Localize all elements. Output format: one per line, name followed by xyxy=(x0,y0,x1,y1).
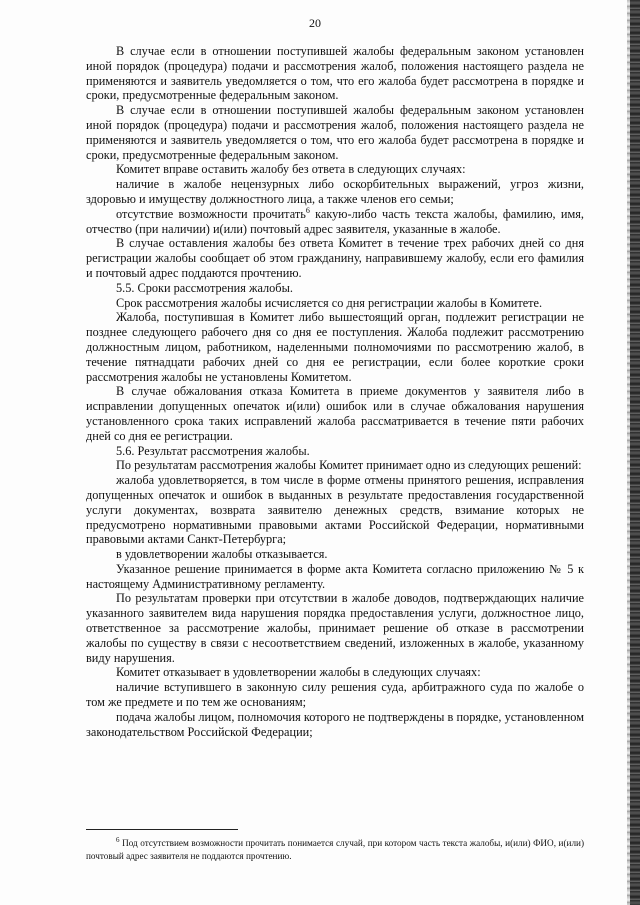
paragraph: Комитет вправе оставить жалобу без ответа в следующих случаях: xyxy=(116,162,466,177)
scan-edge xyxy=(630,0,640,905)
paragraph: В случае обжалования отказа Комитета в приеме документов у заявителя либо в исправлении допущенных опечаток и(или) ошибок или в случае обжалования нарушения установленного срока таких исправлений жалоба рассматривается в течение пяти рабочих дней со дня ее регистрации. xyxy=(86,384,584,443)
paragraph: наличие в жалобе нецензурных либо оскорбительных выражений, угроз жизни, здоровью и имуществу должностного лица, а также членов его семьи; xyxy=(86,177,584,206)
paragraph-text: отсутствие возможности прочитать xyxy=(116,206,306,221)
footnote-ref: 6 xyxy=(305,205,310,215)
paragraph: Жалоба, поступившая в Комитет либо вышестоящий орган, подлежит регистрации не позднее следующего рабочего дня со дня ее поступления. Жалоба подлежит рассмотрению должностным лицом, работником, наделенными полномочиями по рассмотрению жалоб, в течение пятнадцати рабочих дней со дня ее регистрации, если более короткие сроки рассмотрения жалобы не установлены Комитетом. xyxy=(86,310,584,384)
page-number: 20 xyxy=(309,16,321,30)
paragraph: В случае если в отношении поступившей жалобы федеральным законом установлен иной порядок (процедура) подачи и рассмотрения жалоб, положения настоящего раздела не применяются и заявитель уведомляется о том, что его жалоба будет рассмотрена в порядке и сроки, предусмотренные федеральным законом. xyxy=(86,103,584,162)
paragraph: По результатам проверки при отсутствии в жалобе доводов, подтверждающих наличие указанного заявителем вида нарушения порядка предоставления услуги, должностное лицо, ответственное за рассмотрение жалобы, принимает решение об отказе в рассмотрении жалобы по существу в связи с несоответствием сведений, изложенных в жалобе, указанному виду нарушения. xyxy=(86,591,584,665)
paragraph: Срок рассмотрения жалобы исчисляется со дня регистрации жалобы в Комитете. xyxy=(116,295,543,310)
paragraph: В случае оставления жалобы без ответа Комитет в течение трех рабочих дней со дня регистрации жалобы сообщает об этом гражданину, направившему жалобу, если его фамилия и почтовый адрес поддаются прочтению. xyxy=(86,236,584,280)
paragraph: Комитет отказывает в удовлетворении жалобы в следующих случаях: xyxy=(116,665,481,680)
paragraph-text-cont: какую-либо часть текста жалобы, фамилию, имя, отчество (при наличии) и(или) почтовый адрес заявителя, указанные в жалобе. xyxy=(86,206,584,236)
footnote-divider xyxy=(86,829,238,830)
body-text xyxy=(86,44,584,739)
footnote-text: Под отсутствием возможности прочитать понимается случай, при котором часть текста жалобы, и(или) ФИО, и(или) почтовый адрес заявителя не поддаются прочтению. xyxy=(86,838,585,861)
paragraph: в удовлетворении жалобы отказывается. xyxy=(116,547,328,562)
footnote-marker: 6 xyxy=(116,835,120,844)
paragraph: Указанное решение принимается в форме акта Комитета согласно приложению № 5 к настоящему Административному регламенту. xyxy=(86,561,584,591)
section-heading: 5.5. Сроки рассмотрения жалобы. xyxy=(116,280,293,295)
section-heading: 5.6. Результат рассмотрения жалобы. xyxy=(116,443,310,458)
paragraph: наличие вступившего в законную силу решения суда, арбитражного суда по жалобе о том же предмете и по тем же основаниям; xyxy=(86,680,584,710)
paragraph: По результатам рассмотрения жалобы Комитет принимает одно из следующих решений: xyxy=(116,458,582,473)
paragraph-with-footnote xyxy=(86,207,584,237)
paragraph: В случае если в отношении поступившей жалобы федеральным законом установлен иной порядок (процедура) подачи и рассмотрения жалоб, положения настоящего раздела не применяются и заявитель уведомляется о том, что его жалоба будет рассмотрена в порядке и сроки, предусмотренные федеральным законом. xyxy=(86,44,584,103)
paragraph: подача жалобы лицом, полномочия которого не подтверждены в порядке, установленном законодательством Российской Федерации; xyxy=(86,709,584,739)
paragraph: жалоба удовлетворяется, в том числе в форме отмены принятого решения, исправления допущенных опечаток и ошибок в выданных в результате предоставления государственной услуги документах, возврата заявителю денежных средств, взимание которых не предусмотрено нормативными правовыми актами Российской Федерации, нормативными правовыми актами Санкт-Петербурга; xyxy=(86,473,584,547)
footnote xyxy=(86,837,584,863)
